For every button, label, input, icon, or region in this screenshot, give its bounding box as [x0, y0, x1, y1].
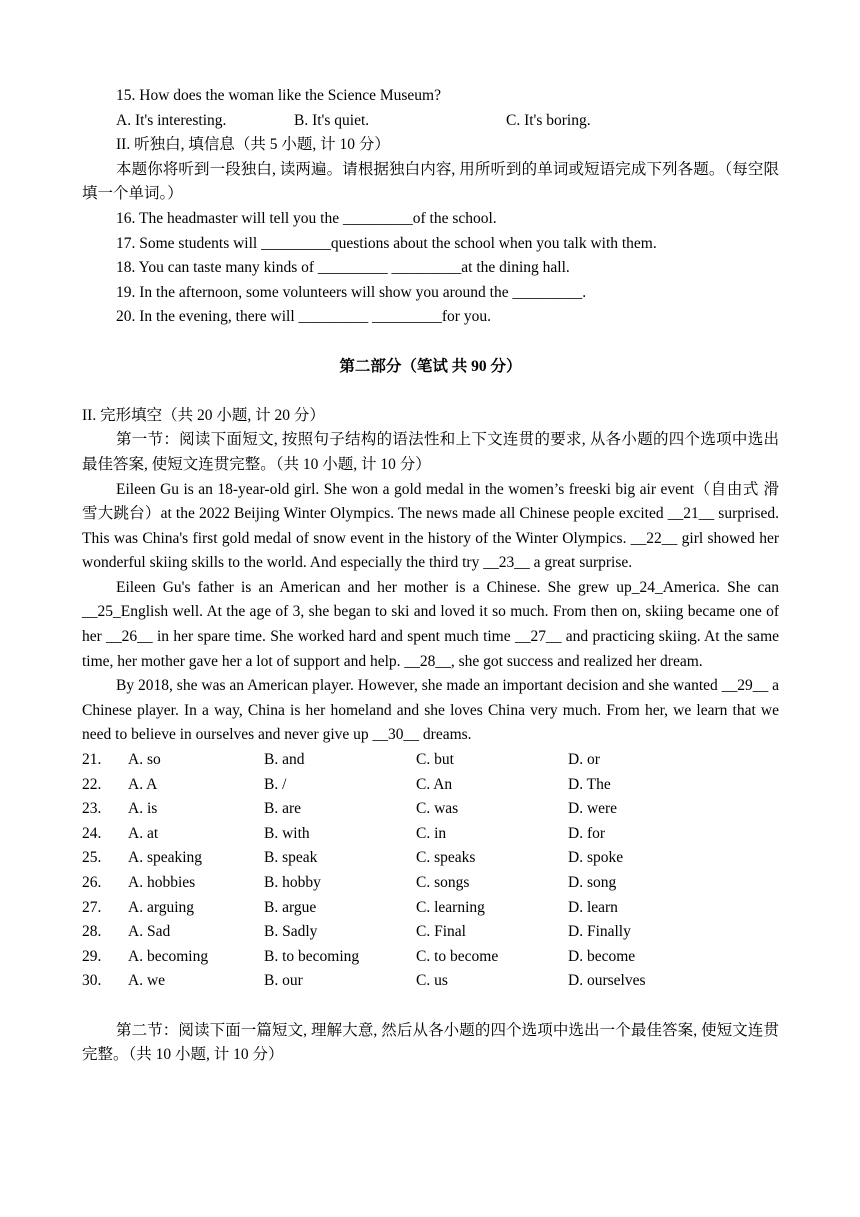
option-d: D. The [568, 775, 611, 793]
question-17: 17. Some students will _________questions about the school when you talk with them. [116, 234, 657, 252]
option-a: A. is [128, 800, 158, 818]
monologue-instruction: 本题你将听到一段独白, 读两遍。请根据独白内容, 用所听到的单词或短语完成下列各题。（每空限填一个单词。） [82, 160, 779, 203]
cloze-title: II. 完形填空（共 20 小题, 计 20 分） [82, 406, 325, 424]
option-a: A. It's interesting. [116, 111, 227, 129]
option-a: A. A [128, 775, 158, 793]
option-c: C. learning [416, 898, 485, 916]
options-row [82, 920, 718, 945]
option-c: C. but [416, 751, 454, 769]
part-two-heading: 第二部分（笔试 共 90 分） [339, 357, 522, 375]
section1-instruction: 第一节：阅读下面短文, 按照句子结构的语法性和上下文连贯的要求, 从各小题的四个选项中选出最佳答案, 使短文连贯完整。（共 10 小题, 计 10 分） [82, 431, 779, 473]
question-number: 27. [82, 898, 102, 916]
question-16: 16. The headmaster will tell you the _________of the school. [116, 209, 497, 227]
option-b: B. Sadly [264, 923, 318, 941]
option-d: D. learn [568, 898, 618, 916]
passage-paragraph-1: Eileen Gu is an 18-year-old girl. She won a gold medal in the women’s freeski big air event（自由式 滑雪大跳台）at the 2022 Beijing Winter Olympics. The news made all Chinese people excited __21__ surprised. This was China's first gold medal of snow event in the history of the Winter Olympics. __22__ girl showed her wonderful skiing skills to the world. And especially the third try __23__ a great surprise. [82, 480, 779, 572]
option-a: A. at [128, 824, 159, 842]
question-15: 15. How does the woman like the Science Museum? [116, 87, 441, 104]
option-a: A. we [128, 972, 166, 990]
options-row [82, 822, 718, 847]
option-b: B. with [264, 824, 310, 842]
question-18: 18. You can taste many kinds of _________ _________at the dining hall. [116, 259, 570, 277]
question-number: 30. [82, 972, 102, 990]
question-19: 19. In the afternoon, some volunteers will show you around the _________. [116, 283, 587, 301]
question-number: 23. [82, 800, 102, 818]
option-c: C. It's boring. [506, 111, 591, 129]
option-c: C. songs [416, 874, 470, 891]
options-row [82, 969, 718, 994]
option-b: B. to becoming [264, 947, 360, 965]
option-a: A. so [128, 751, 161, 769]
passage-paragraph-2: Eileen Gu's father is an American and her mother is a Chinese. She grew up_24_America. She can __25_English well. At the age of 3, she began to ski and loved it so much. From then on, skiing became one of her __26__ in her spare time. She worked hard and spent much time __27__ and practicing skiing. At the same time, her mother gave her a lot of support and help. __28__, she got success and realized her dream. [82, 578, 779, 670]
options-row [82, 748, 718, 773]
option-d: D. spoke [568, 849, 624, 867]
option-a: A. arguing [128, 898, 195, 916]
options-row [82, 871, 718, 896]
option-d: D. Finally [568, 923, 631, 941]
question-number: 26. [82, 874, 102, 891]
option-b: B. and [264, 751, 305, 769]
section2-instruction: 第二节：阅读下面一篇短文, 理解大意, 然后从各小题的四个选项中选出一个最佳答案, 使短文连贯完整。（共 10 小题, 计 10 分） [82, 1021, 779, 1064]
options-row [82, 945, 718, 970]
option-c: C. An [416, 775, 453, 793]
question-20: 20. In the evening, there will _________ _________for you. [116, 308, 491, 326]
option-d: D. become [568, 947, 636, 965]
question-15-options [82, 109, 779, 134]
option-b: B. our [264, 972, 303, 990]
options-row [82, 846, 718, 871]
option-a: A. hobbies [128, 874, 196, 891]
option-d: D. for [568, 824, 606, 842]
question-number: 21. [82, 751, 102, 769]
option-a: A. becoming [128, 947, 209, 965]
option-c: C. Final [416, 923, 466, 941]
question-number: 28. [82, 923, 102, 941]
option-d: D. or [568, 751, 600, 769]
option-b: B. It's quiet. [294, 111, 370, 129]
page-content [82, 84, 779, 1068]
option-d: D. song [568, 874, 617, 891]
option-b: B. speak [264, 849, 318, 867]
section-title-monologue: II. 听独白, 填信息（共 5 小题, 计 10 分） [116, 136, 390, 154]
option-b: B. are [264, 800, 302, 818]
option-c: C. in [416, 824, 447, 842]
option-c: C. was [416, 800, 459, 818]
option-b: B. / [264, 775, 287, 793]
options-row [82, 797, 718, 822]
passage-paragraph-3: By 2018, she was an American player. However, she made an important decision and she wanted __29__ a Chinese player. In a way, China is her homeland and she loves China very much. From her, we learn that we need to believe in ourselves and never give up __30__ dreams. [82, 677, 779, 744]
option-d: D. ourselves [568, 972, 646, 990]
option-b: B. hobby [264, 874, 321, 891]
option-b: B. argue [264, 898, 317, 916]
question-number: 22. [82, 775, 102, 793]
question-number: 25. [82, 849, 102, 867]
options-table [82, 748, 718, 994]
options-row [82, 896, 718, 921]
option-d: D. were [568, 800, 618, 818]
option-c: C. to become [416, 947, 499, 965]
question-number: 24. [82, 824, 102, 842]
option-a: A. Sad [128, 923, 171, 941]
option-c: C. speaks [416, 849, 476, 867]
question-number: 29. [82, 947, 102, 965]
option-c: C. us [416, 972, 448, 990]
options-row [82, 773, 718, 798]
option-a: A. speaking [128, 849, 203, 867]
